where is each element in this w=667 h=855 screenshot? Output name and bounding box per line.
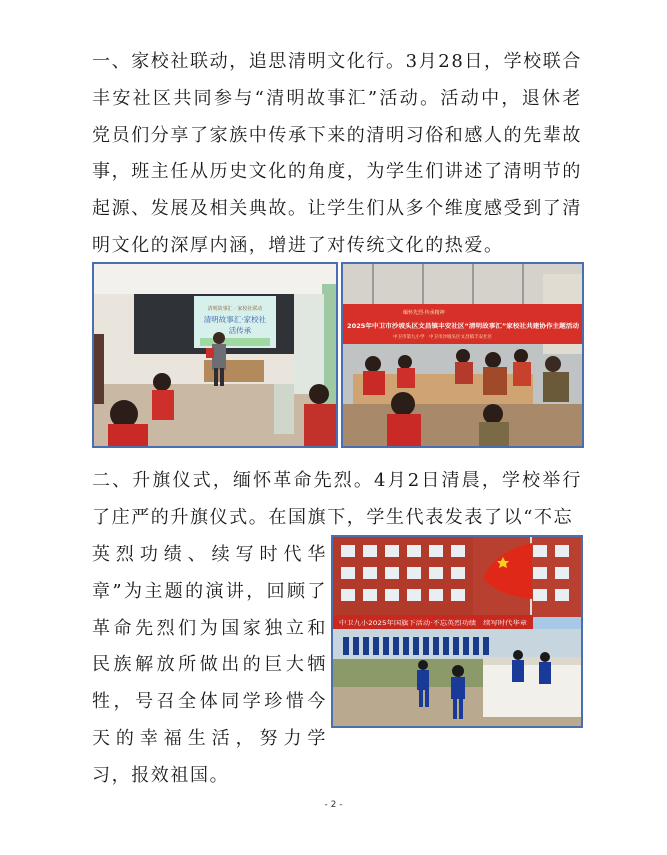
screen-small-text: 清明故事汇 · 家校社联动 bbox=[207, 306, 263, 312]
banner-top-text: 缅怀先烈·传承精神 bbox=[403, 310, 445, 316]
photo-community-activity bbox=[341, 262, 584, 448]
page-number: - 2 - bbox=[324, 800, 343, 810]
photo-classroom-story-event bbox=[92, 262, 338, 448]
flag-banner-text: 中卫九小2025年国旗下活动·不忘英烈功绩 续写时代华章 bbox=[339, 620, 495, 627]
community-photo-illustration bbox=[343, 264, 582, 446]
paragraph-section-1: 一、家校社联动，追思清明文化行。3月28日，学校联合丰安社区共同参与“清明故事汇”活动。活动中，退休老党员们分享了家族中传承下来的清明习俗和感人的先辈故事，班主任从历史文化的角度，为学生们讲述了清明节的起源、发展及相关典故。让学生们从多个维度感受到了清明文化的深厚内涵，增进了对传统文化的热爱。 bbox=[92, 51, 582, 256]
paragraph-section-2-wrapped: 英烈功绩、续写时代华章”为主题的演讲，回顾了革命先烈们为国家独立和民族解放所做出的巨大牺牲，号召全体同学珍惜今天的幸福生活，努力学习，报效祖国。 bbox=[92, 544, 327, 786]
screen-title-line-2: 活传承 bbox=[228, 326, 252, 335]
banner-main-text: 2025年中卫市沙坡头区文昌镇丰安社区“清明故事汇”家校社共建协作主题活动 bbox=[347, 323, 565, 330]
flag-ceremony-photo-illustration bbox=[333, 537, 581, 726]
screen-title-line-1: 清明故事汇·家校社 bbox=[203, 315, 267, 324]
classroom-photo-illustration bbox=[94, 264, 336, 446]
photo-flag-ceremony bbox=[331, 535, 583, 728]
banner-sub-text: 中卫市第九小学 中卫市沙坡头区文昌镇丰安社区 bbox=[393, 335, 492, 340]
paragraph-section-2-top: 二、升旗仪式，缅怀革命先烈。4月2日清晨，学校举行了庄严的升旗仪式。在国旗下，学生代表发表了以“不忘 bbox=[92, 470, 582, 528]
